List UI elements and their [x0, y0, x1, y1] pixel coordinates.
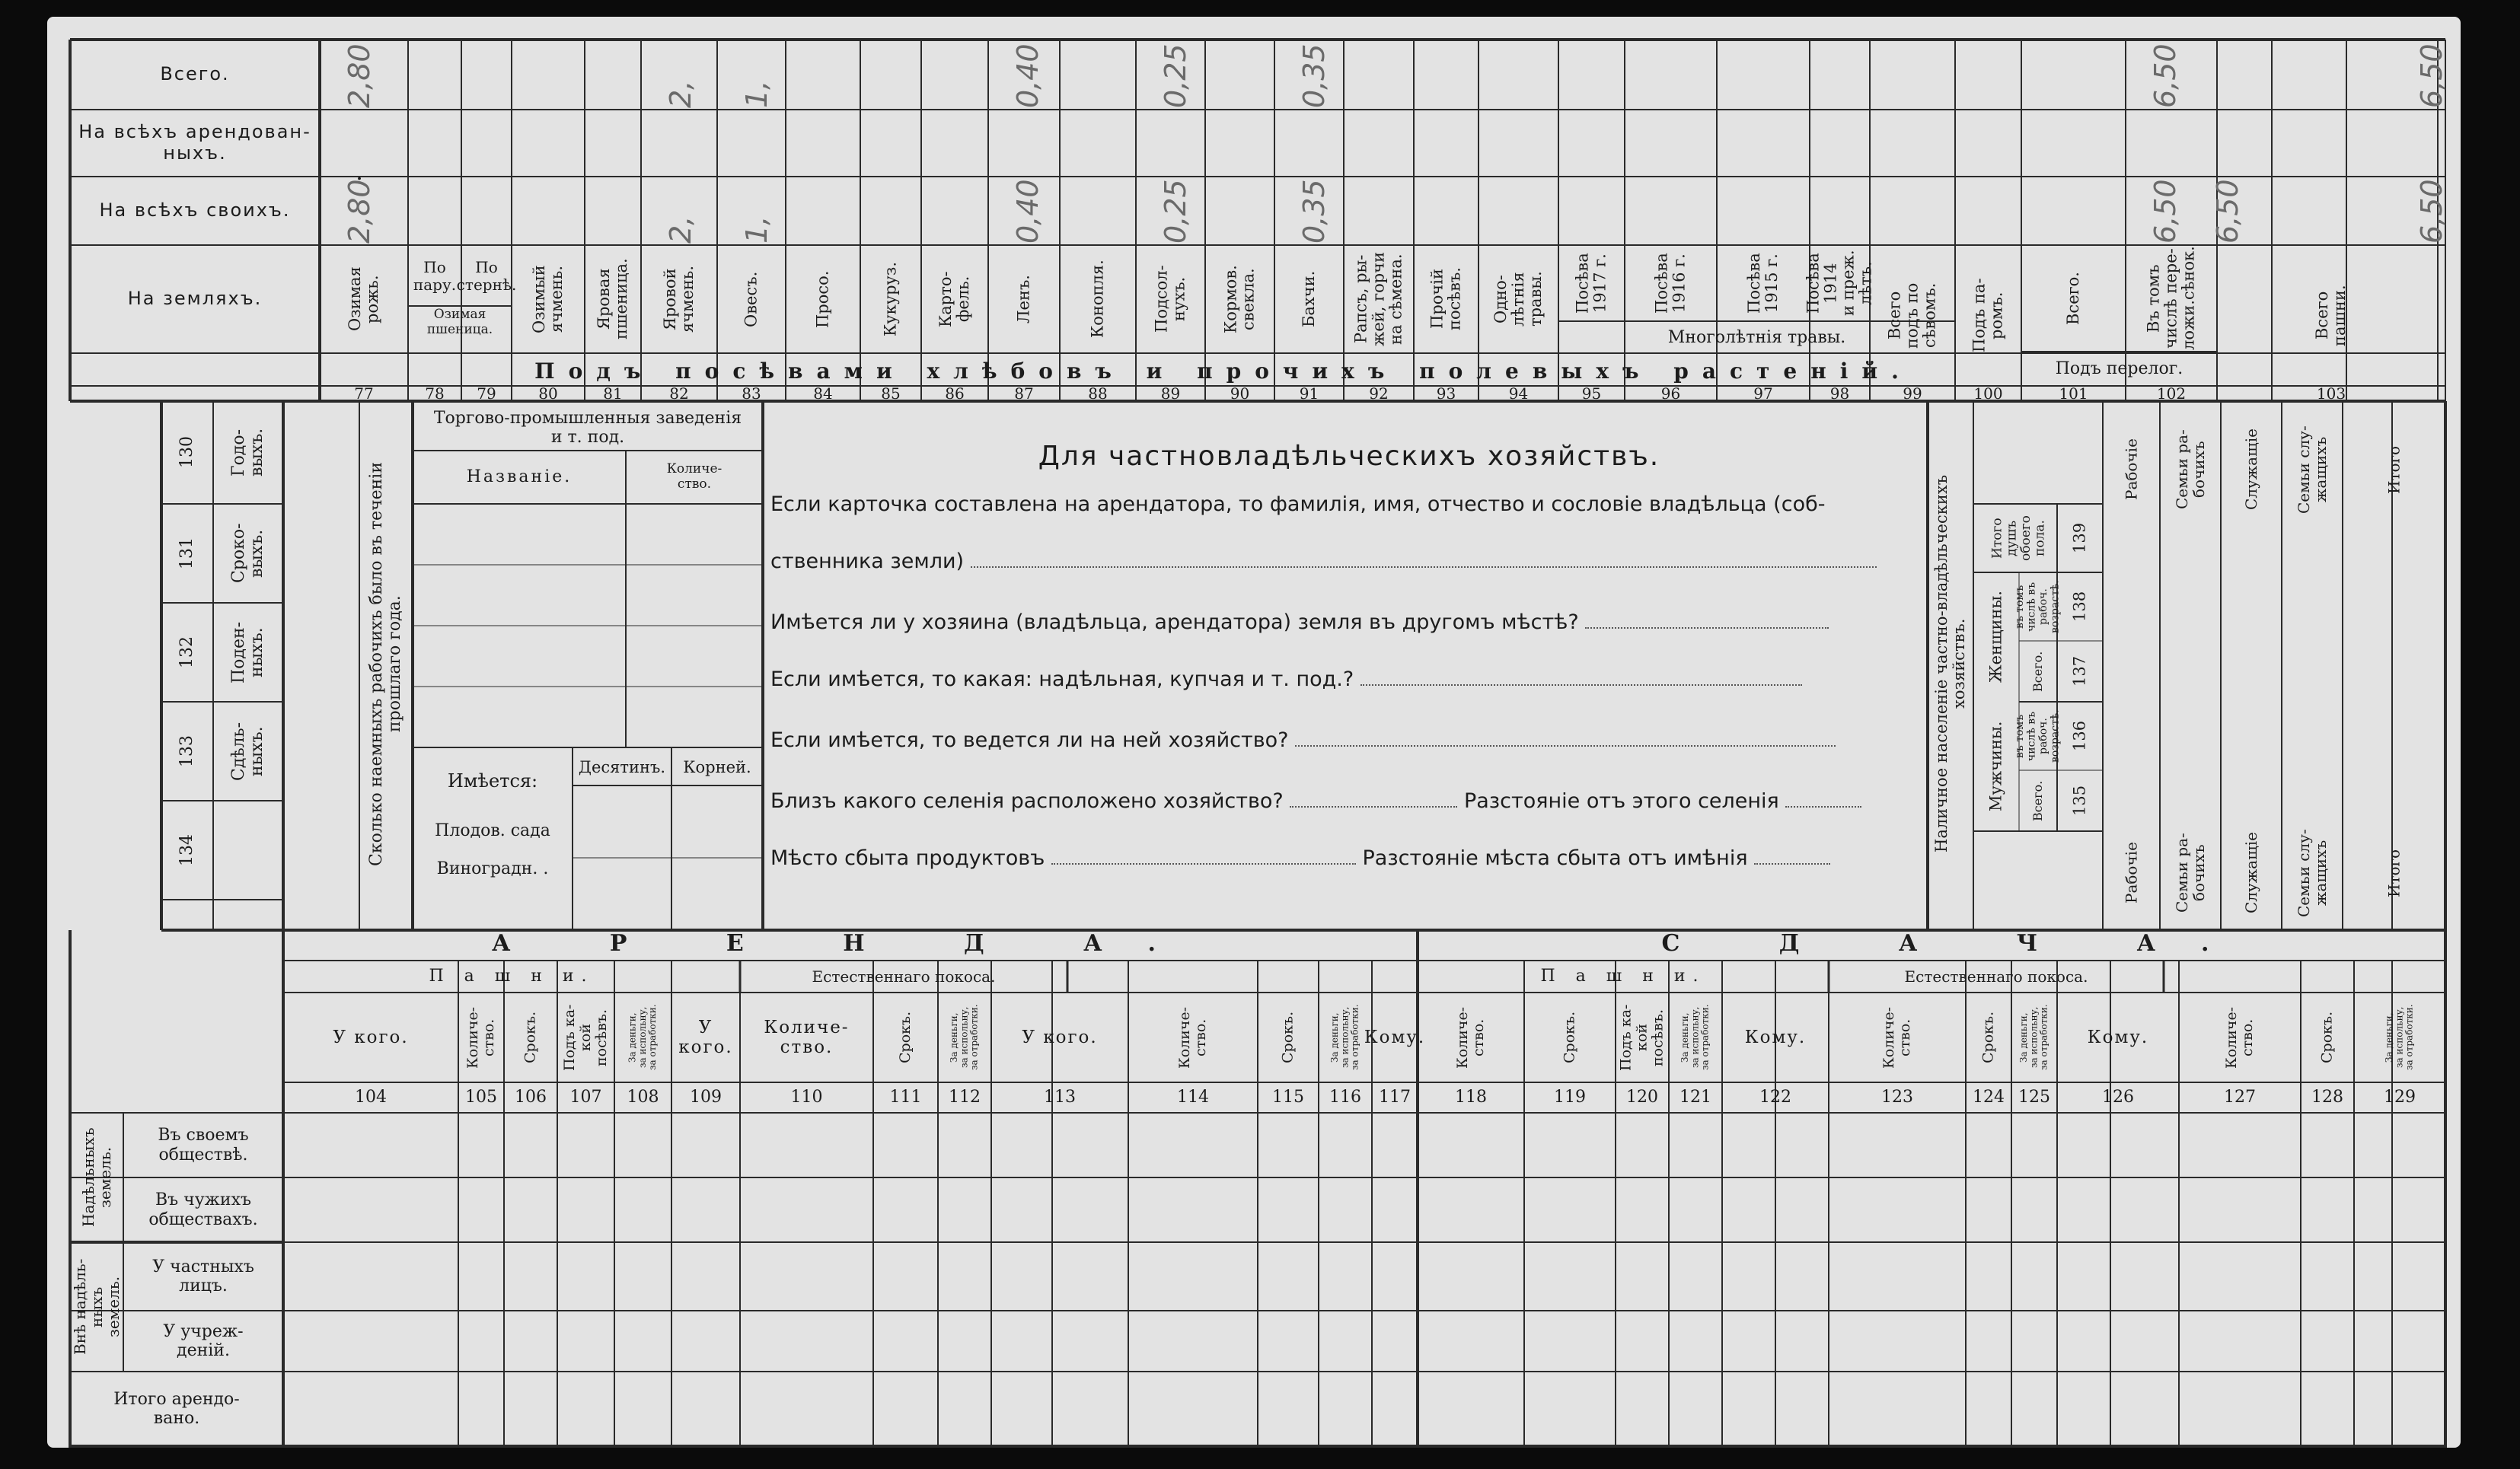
mnogoletnie-label: Многолѣтнія травы. — [1667, 328, 1846, 348]
bottom-row-label-4: Итого арендо- вано. — [113, 1389, 240, 1428]
pop-number-136: 136 — [2070, 720, 2089, 752]
col-number-top-101: 101 — [2059, 384, 2088, 403]
itogo-dush-label: Итого душъ обоего пола. — [1989, 515, 2048, 561]
col-number-bottom-118: 118 — [1455, 1088, 1487, 1107]
handwritten-vsego-5: 0,35 — [1297, 43, 1331, 108]
col-number-bottom-113: 113 — [1044, 1088, 1076, 1107]
crop-header-0: Озимая рожь. — [345, 266, 381, 332]
col-number-top-80: 80 — [538, 384, 558, 403]
bottom-header-19: Количе- ство. — [1880, 1006, 1913, 1069]
crop-header-21: Посѣва 1914 и преж. лѣтъ. — [1804, 250, 1875, 317]
torg-nazvanie: Названіе. — [466, 467, 573, 487]
question-farming: Если имѣется, то ведется ли на ней хозяйство? — [770, 728, 1928, 752]
handwritten-svoih-3: 0,40 — [1011, 179, 1045, 244]
zhenshchiny-label: Женщины. — [1986, 591, 2005, 684]
crop-header-8: Кукуруз. — [881, 261, 900, 337]
question-village: Близъ какого селенія расположено хозяйство? Разстояніе отъ этого селенія — [770, 789, 1928, 813]
col-number-bottom-107: 107 — [569, 1088, 602, 1107]
col-number-top-79: 79 — [477, 384, 496, 403]
handwritten-svoih-0: 2,80 — [343, 179, 376, 244]
bottom-row-label-2: У частныхъ лицъ. — [152, 1257, 254, 1295]
col-number-top-91: 91 — [1299, 384, 1319, 403]
vinogradn-label: Виноградн. . — [436, 859, 549, 879]
row-label-3: На земляхъ. — [127, 288, 263, 310]
col-number-bottom-120: 120 — [1626, 1088, 1658, 1107]
nalichnoe-label: Наличное населеніе частно-владѣльческихъ хозяйствъ. — [1931, 474, 1968, 853]
right-col-top-1: Семьи ра- бочихъ — [2173, 429, 2208, 510]
bottom-header-25: За деньги, за испольну, за отработки. — [2384, 1004, 2415, 1071]
crop-header-11: Конопля. — [1088, 260, 1107, 339]
crop-header-19: Посѣва 1916 г. — [1652, 253, 1689, 314]
crop-header-12: Подсол- нухъ. — [1152, 265, 1188, 333]
handwritten-svoih-2: 1, — [740, 215, 774, 244]
col-number-top-92: 92 — [1369, 384, 1389, 403]
torg-title: Торгово-промышленныя заведенія и т. под. — [433, 408, 742, 447]
crop-header-22: Всего подъ по сѣвомъ. — [1885, 282, 1939, 349]
col-number-bottom-110: 110 — [790, 1088, 823, 1107]
bottom-header-11: Срокъ. — [1279, 1011, 1297, 1064]
col-number-top-87: 87 — [1014, 384, 1034, 403]
bottom-row-label-1: Въ чужихъ обществахъ. — [148, 1190, 258, 1229]
pop-number-137: 137 — [2070, 655, 2089, 687]
crop-header-1: По пару. — [413, 258, 457, 294]
bottom-header-10: Количе- ство. — [1176, 1006, 1209, 1069]
col-number-bottom-114: 114 — [1177, 1088, 1209, 1107]
col-number-bottom-119: 119 — [1554, 1088, 1586, 1107]
col-number-bottom-122: 122 — [1759, 1088, 1791, 1107]
col-number-bottom-115: 115 — [1272, 1088, 1304, 1107]
sdacha-banner: С Д А Ч А. — [1661, 929, 2255, 957]
handwritten-arend-0: . — [356, 158, 363, 186]
bottom-header-24: Срокъ. — [2318, 1011, 2336, 1064]
col-number-bottom-125: 125 — [2018, 1088, 2050, 1107]
pop-number-139: 139 — [2070, 522, 2089, 554]
crop-header-14: Бахчи. — [1299, 270, 1318, 328]
col-number-top-94: 94 — [1508, 384, 1529, 403]
handwritten-vsego-3: 0,40 — [1011, 43, 1045, 108]
ozimaya-pshenitsa-label: Озимая пшеница. — [426, 307, 493, 337]
bottom-header-6: Количе- ство. — [764, 1017, 850, 1057]
right-col-bottom-4: Итого — [2384, 849, 2404, 897]
imeetsya-label: Имѣется: — [447, 770, 538, 792]
col-number-top-88: 88 — [1088, 384, 1108, 403]
col-number-top-96: 96 — [1660, 384, 1681, 403]
bottom-header-15: Срокъ. — [1561, 1011, 1578, 1064]
crop-header-23: Подъ па- ромъ. — [1970, 278, 2006, 353]
crop-header-15: Рапсъ, ры- жей, горчи на сѣмена. — [1351, 251, 1405, 347]
bottom-header-2: Срокъ. — [522, 1011, 539, 1064]
question-land-type: Если имѣется, то какая: надѣльная, купчая и т. под.? — [770, 668, 1928, 691]
col-number-top-89: 89 — [1160, 384, 1181, 403]
handwritten-vsego-2: 1, — [740, 80, 774, 108]
col-number-bottom-106: 106 — [515, 1088, 547, 1107]
hired-label-0: Годо- выхъ. — [228, 428, 266, 477]
bottom-header-8: За деньги, за испольну, за отработки. — [949, 1004, 980, 1071]
pop-number-135: 135 — [2070, 785, 2089, 817]
col-number-bottom-112: 112 — [949, 1088, 981, 1107]
form-title: Для частновладѣльческихъ хозяйствъ. — [1038, 441, 1660, 473]
question-owner-line2: ственника земли) — [770, 550, 1928, 573]
bottom-header-12: За деньги, за испольну, за отработки. — [1329, 1004, 1360, 1071]
col-number-bottom-126: 126 — [2102, 1088, 2134, 1107]
right-col-bottom-3: Семьи слу- жащихъ — [2295, 829, 2330, 917]
bottom-header-7: Срокъ. — [897, 1011, 914, 1064]
col-number-top-78: 78 — [425, 384, 445, 403]
bottom-header-20: Срокъ. — [1979, 1011, 1997, 1064]
hired-number-132: 132 — [177, 636, 196, 668]
right-col-top-0: Рабочіе — [2122, 438, 2141, 501]
vsego-zh: Всего. — [2030, 651, 2046, 692]
arenda-pashni: П а ш н и. — [429, 967, 595, 986]
crop-header-26: Всего пашни. — [2312, 285, 2349, 346]
col-number-bottom-128: 128 — [2311, 1088, 2343, 1107]
census-card — [47, 17, 2461, 1448]
bottom-header-21: За деньги, за испольну, за отработки. — [2018, 1004, 2049, 1071]
crop-header-13: Кормов. свекла. — [1221, 265, 1258, 333]
korney-header: Корней. — [683, 757, 751, 776]
question-market: Мѣсто сбыта продуктовъ Разстояніе мѣста сбыта отъ имѣнія — [770, 846, 1928, 870]
question-other-land: Имѣется ли у хозяина (владѣльца, арендатора) земля въ другомъ мѣстѣ? — [770, 610, 1928, 634]
right-col-top-2: Служащіе — [2242, 429, 2260, 511]
bottom-header-1: Количе- ство. — [464, 1006, 497, 1069]
hired-number-131: 131 — [177, 537, 196, 569]
col-number-bottom-129: 129 — [2384, 1088, 2416, 1107]
col-number-top-82: 82 — [669, 384, 689, 403]
nadel-group-label: Надѣльныхъ земель. — [79, 1127, 114, 1228]
col-number-top-98: 98 — [1829, 384, 1850, 403]
col-number-top-84: 84 — [813, 384, 833, 403]
crop-header-17: Одно- лѣтнія травы. — [1491, 271, 1545, 327]
bottom-header-16: Подъ ка- кой посѣвъ. — [1617, 1004, 1667, 1071]
crop-header-24: Всего. — [2063, 272, 2082, 325]
crop-header-10: Ленъ. — [1014, 275, 1033, 323]
crop-header-20: Посѣва 1915 г. — [1744, 253, 1781, 314]
hired-number-130: 130 — [177, 436, 196, 469]
right-col-bottom-1: Семьи ра- бочихъ — [2173, 833, 2208, 913]
crop-header-6: Овесъ. — [742, 271, 761, 327]
hired-label-2: Поден- ныхъ. — [228, 621, 266, 684]
crop-header-25: Въ томъ числѣ пере- ложи.сѣнок. — [2144, 246, 2198, 351]
right-col-bottom-2: Служащіе — [2242, 832, 2260, 914]
col-number-top-85: 85 — [881, 384, 901, 403]
hired-label-3: Сдѣль- ныхъ. — [228, 722, 266, 781]
bottom-header-18: Кому. — [1744, 1027, 1807, 1047]
handwritten-svoih-7: 6,50 — [2211, 179, 2244, 244]
v-tom-chisle-zh: въ томъ числѣ въ рабоч. возрастѣ. — [2014, 580, 2062, 633]
col-number-top-81: 81 — [603, 384, 623, 403]
col-number-bottom-105: 105 — [465, 1088, 497, 1107]
bottom-header-13: Кому. — [1364, 1027, 1426, 1047]
col-number-top-93: 93 — [1436, 384, 1456, 403]
col-number-bottom-111: 111 — [889, 1088, 922, 1107]
handwritten-svoih-8: 6,50 — [2415, 179, 2448, 244]
col-number-top-95: 95 — [1581, 384, 1602, 403]
col-number-bottom-123: 123 — [1881, 1088, 1913, 1107]
bottom-header-23: Количе- ство. — [2223, 1006, 2256, 1069]
handwritten-vsego-6: 6,50 — [2148, 43, 2182, 108]
muzhchiny-label: Мужчины. — [1986, 721, 2005, 812]
col-number-bottom-108: 108 — [627, 1088, 659, 1107]
col-number-bottom-104: 104 — [355, 1088, 387, 1107]
bottom-header-9: У кого. — [1022, 1027, 1098, 1047]
desyatin-header: Десятинъ. — [578, 757, 666, 776]
crop-header-4: Яровая пшеница. — [594, 258, 630, 340]
col-number-bottom-109: 109 — [690, 1088, 722, 1107]
arenda-banner: А Р Е Н Д А. — [492, 929, 1201, 957]
crop-header-7: Просо. — [813, 270, 832, 328]
row-label-0: Всего. — [160, 63, 230, 85]
crop-header-18: Посѣва 1917 г. — [1573, 253, 1609, 314]
torg-kolichestvo: Количе- ство. — [666, 461, 723, 492]
hired-number-133: 133 — [177, 735, 196, 767]
crop-header-2: По стернѣ. — [456, 258, 517, 294]
hired-number-134: 134 — [177, 834, 196, 866]
handwritten-svoih-5: 0,35 — [1297, 179, 1331, 244]
handwritten-vsego-0: 2,80 — [343, 43, 376, 108]
col-number-top-83: 83 — [742, 384, 761, 403]
handwritten-vsego-4: 0,25 — [1159, 43, 1192, 108]
crop-header-16: Прочій посѣвъ. — [1427, 267, 1464, 331]
sdacha-pashni: П а ш н и. — [1540, 967, 1706, 986]
col-number-top-100: 100 — [1973, 384, 2003, 403]
col-number-top-90: 90 — [1230, 384, 1250, 403]
col-number-top-102: 102 — [2156, 384, 2187, 403]
row-label-1: На всѣхъ арендован- ныхъ. — [78, 121, 311, 164]
plodov-label: Плодов. сада — [435, 821, 550, 841]
pop-number-138: 138 — [2070, 591, 2089, 623]
pod-perelog-label: Подъ перелог. — [2055, 359, 2183, 379]
col-number-bottom-116: 116 — [1329, 1088, 1361, 1107]
col-number-bottom-127: 127 — [2224, 1088, 2256, 1107]
hired-label-1: Сроко- выхъ. — [228, 523, 266, 584]
bottom-header-4: За деньги, за испольну, за отработки. — [627, 1004, 659, 1071]
col-number-top-97: 97 — [1753, 384, 1773, 403]
bottom-header-5: У кого. — [678, 1017, 733, 1057]
sdacha-pokosa: Естественнаго покоса. — [1904, 967, 2088, 986]
handwritten-svoih-1: 2, — [664, 215, 697, 244]
vsego-m: Всего. — [2030, 780, 2046, 821]
handwritten-vsego-1: 2, — [664, 80, 697, 108]
col-number-top-86: 86 — [945, 384, 965, 403]
bottom-row-label-3: У учреж- деній. — [163, 1321, 244, 1360]
arenda-pokosa: Естественнаго покоса. — [812, 967, 996, 986]
handwritten-vsego-7: 6,50 — [2415, 43, 2448, 108]
right-col-top-4: Итого — [2384, 445, 2404, 494]
top-banner: Подъ посѣвами хлѣбовъ и прочихъ полевыхъ растеній. — [534, 358, 1912, 384]
naemnyh-label: Сколько наемныхъ рабочихъ было въ теченіи прошлаго года. — [366, 461, 404, 866]
right-col-top-3: Семьи слу- жащихъ — [2295, 425, 2330, 514]
bottom-header-17: За деньги, за испольну, за отработки. — [1679, 1004, 1711, 1071]
bottom-header-14: Количе- ство. — [1454, 1006, 1487, 1069]
bottom-header-22: Кому. — [2087, 1027, 2149, 1047]
col-number-top-99: 99 — [1903, 384, 1922, 403]
crop-header-5: Яровой ячмень. — [660, 266, 697, 333]
col-number-top-103: 103 — [2316, 384, 2346, 403]
row-label-2: На всѣхъ своихъ. — [99, 199, 291, 221]
handwritten-svoih-6: 6,50 — [2148, 179, 2182, 244]
right-col-bottom-0: Рабочіе — [2122, 842, 2141, 904]
col-number-top-77: 77 — [354, 384, 374, 403]
col-number-bottom-117: 117 — [1379, 1088, 1411, 1107]
col-number-bottom-121: 121 — [1679, 1088, 1711, 1107]
question-owner-line1: Если карточка составлена на арендатора, то фамилія, имя, отчество и сословіе владѣльца (соб- — [770, 492, 1826, 516]
vne-group-label: Внѣ надѣль- ныхъ земель. — [71, 1258, 123, 1356]
bottom-row-label-0: Въ своемъ обществѣ. — [158, 1126, 249, 1165]
bottom-header-3: Подъ ка- кой посѣвъ. — [561, 1004, 610, 1071]
handwritten-svoih-4: 0,25 — [1159, 179, 1192, 244]
crop-header-9: Карто- фель. — [936, 271, 972, 327]
col-number-bottom-124: 124 — [1973, 1088, 2005, 1107]
crop-header-3: Озимый ячмень. — [529, 265, 566, 333]
v-tom-chisle-m: въ томъ числѣ въ рабоч. возрастѣ. — [2014, 709, 2062, 763]
bottom-header-0: У кого. — [333, 1027, 409, 1047]
